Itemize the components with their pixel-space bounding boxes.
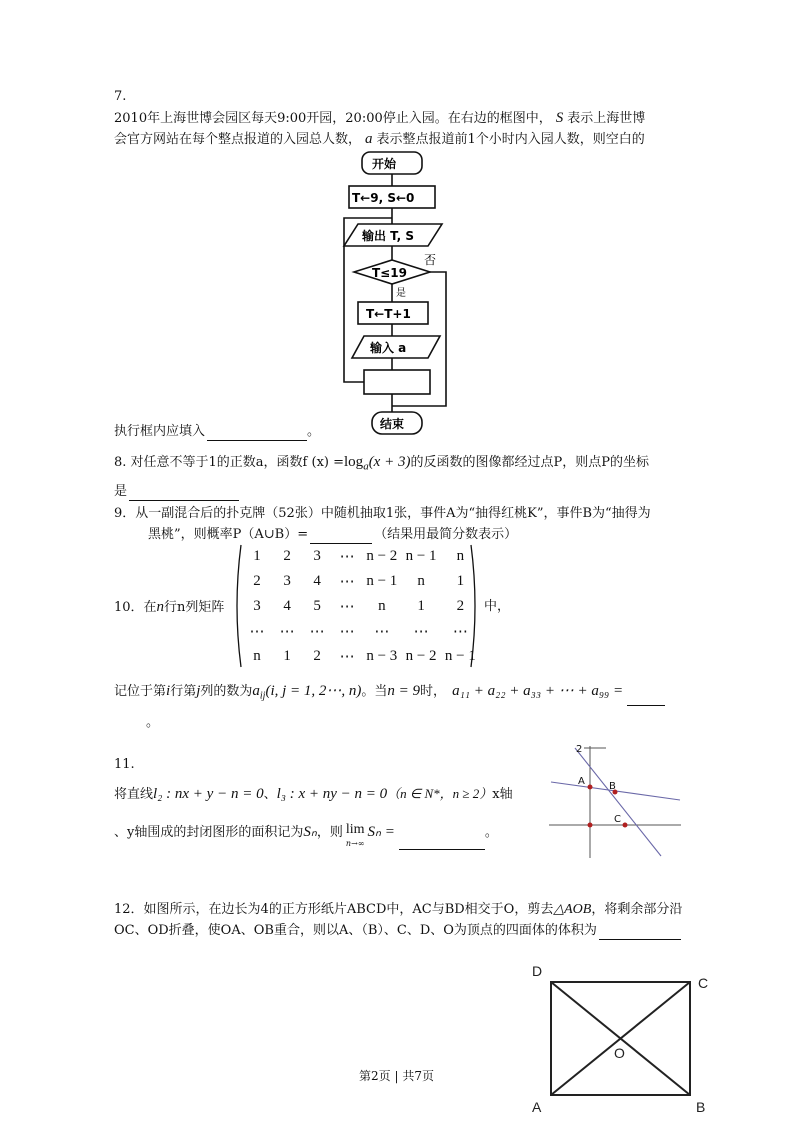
fc-init: T←9, S←0 [352,191,415,205]
q7-line2-a: 会官方网站在每个整点报道的入园总人数， [114,132,362,147]
q11-l2: l₂ : nx + y − n = 0 [153,786,264,802]
q12-line1-a: 12．如图所示，在边长为4的正方形纸片ABCD中，AC与BD相交于O，剪去 [114,902,554,917]
q12-line1-b: ，将剩余部分沿 [591,902,683,917]
matrix-cell: ⋯ [249,624,265,640]
q10-expr: a [252,683,260,699]
matrix-cell: ⋯ [339,549,355,565]
matrix-cell: n [378,598,386,614]
q10-intro-n: n [156,599,165,615]
matrix-cell: 5 [313,598,321,614]
q11-number: 11. [114,757,135,772]
matrix-cell: ⋯ [279,624,295,640]
q10-line3: 。 [146,715,160,730]
matrix-cell: 2 [253,573,261,589]
fc-condition: T≤19 [372,266,407,280]
q11-limit-sub: n→∞ [345,839,365,848]
fig-label-c: C [698,975,709,991]
fc-output: 输出 T, S [362,229,415,243]
q7-number: 7. [114,89,127,104]
q10-line2-e: 时， [420,684,447,699]
matrix-cell: ⋯ [339,624,355,640]
graph-point-c: C [614,814,621,825]
matrix-cell: 4 [283,598,291,614]
matrix-cell: ⋯ [339,649,355,665]
page-footer: 第2页 | 共7页 [359,1069,434,1083]
matrix-cell: 2 [456,598,465,614]
matrix-cell: n − 1 [366,573,398,589]
graph-point-b: B [609,781,616,792]
q11-line2-b: ，则 [316,825,343,840]
q12-triangle: △AOB [553,902,592,917]
q7-line2-b: 表示整点报道前1个小时内入园人数，则空白的 [376,132,645,147]
fig-label-d: D [532,963,543,979]
q7-line1-tail: 表示上海世博 [567,111,646,126]
matrix-cell: 3 [283,573,291,589]
q9-line1: 9．从一副混合后的扑克牌（52张）中随机抽取1张，事件A为“抽得红桃K”，事件B为“抽得为 [114,506,651,521]
matrix-cell: 1 [456,573,465,589]
matrix-cell: n [456,548,465,564]
q10-intro-a: 10．在 [114,600,157,615]
q10-line2-c: 列的数为 [200,684,253,699]
q10-line2-d: 。当 [361,684,388,699]
matrix-cell: 1 [417,598,425,614]
matrix-cell: 1 [253,548,261,564]
fc-input: 输入 a [370,341,407,355]
q8-line2-text: 是 [114,484,128,499]
matrix-cell: 2 [313,648,321,664]
q10-cond: n = 9 [387,683,421,699]
matrix-cell: 4 [313,573,321,589]
graph-point-a: A [578,776,585,787]
matrix-cell: 3 [313,548,321,564]
matrix-cell: 1 [283,648,291,664]
matrix-cell: ⋯ [339,574,355,590]
matrix-cell: n [253,648,261,664]
q10-range: (i, j = 1, 2⋯, n) [265,683,362,699]
q8-arg: (x + 3) [368,454,411,470]
graph-y-tick: 2 [576,744,583,755]
q12-line2-text: OC、OD折叠，使OA、OB重合，则以A、（B）、C、D、O为顶点的四面体的体积为 [114,923,597,938]
fc-end: 结束 [380,417,405,431]
q10-intro-c: 中， [484,599,511,614]
q10-j: j [196,683,201,699]
q11-cond: （n ∈ N*，n ≥ 2） [387,786,493,801]
q8-func: log [344,454,364,470]
matrix-cell: ⋯ [309,624,325,640]
q7-var-s: S [555,110,564,126]
matrix-cell: 3 [253,598,261,614]
matrix-cell: ⋯ [413,624,429,640]
fc-yes-label: 是 [396,288,406,299]
fig-label-o: O [614,1045,625,1061]
q9-line2-b: （结果用最简分数表示） [374,527,518,542]
matrix-cell: n − 1 [444,648,476,664]
q10-line2-a: 记位于第 [114,684,167,699]
q10-sub: ij [259,690,266,702]
q11-line1-b: x轴 [492,787,513,802]
q7-var-a: a [365,131,373,147]
q11-limit-word: lim [345,822,365,837]
q11-sn: Sₙ [303,824,317,840]
matrix-cell: 2 [283,548,291,564]
q8-line1-b: 的反函数的图像都经过点P，则点P的坐标 [410,455,649,470]
fc-start: 开始 [372,157,397,171]
q10-i: i [166,683,171,699]
matrix-cell: n − 2 [405,648,437,664]
q7-line3-end: 。 [307,424,321,439]
matrix-cell: n [417,573,425,589]
q7-line3-text: 执行框内应填入 [114,424,206,439]
fc-no-label: 否 [424,253,437,267]
q11-line2-a: 、y轴围成的封闭图形的面积记为 [114,825,304,840]
matrix-cell: ⋯ [374,624,390,640]
q10-line2-b: 行第 [170,684,197,699]
matrix-cell: n − 1 [405,548,437,564]
q7-line1-text: 2010年上海世博会园区每天9:00开园，20:00停止入园。在右边的框图中， [114,111,552,126]
matrix-cell: ⋯ [452,624,468,640]
matrix-cell: n − 2 [366,548,398,564]
q10-intro-b: 行n列矩阵 [164,600,225,615]
q8-base: a [363,460,369,473]
q11-line2-end: 。 [484,825,498,840]
q10-sum: a₁₁ + a₂₂ + a₃₃ + ⋯ + a₉₉ = [452,683,624,699]
q11-l3: l₃ : x + ny − n = 0 [276,786,388,802]
q8-line1-a: 8. 对任意不等于1的正数a，函数f (x) = [114,455,345,470]
fig-label-b: B [696,1099,706,1115]
matrix-cell: n − 3 [366,648,398,664]
fc-increment: T←T+1 [366,307,411,321]
q9-line2-a: 黑桃”，则概率P（A∪B）= [148,527,309,542]
q11-sep: 、 [263,787,277,802]
fig-label-a: A [532,1099,542,1115]
q11-line1-a: 将直线 [114,787,154,802]
q11-limit-sn: Sₙ = [367,824,395,840]
matrix-cell: ⋯ [339,599,355,615]
